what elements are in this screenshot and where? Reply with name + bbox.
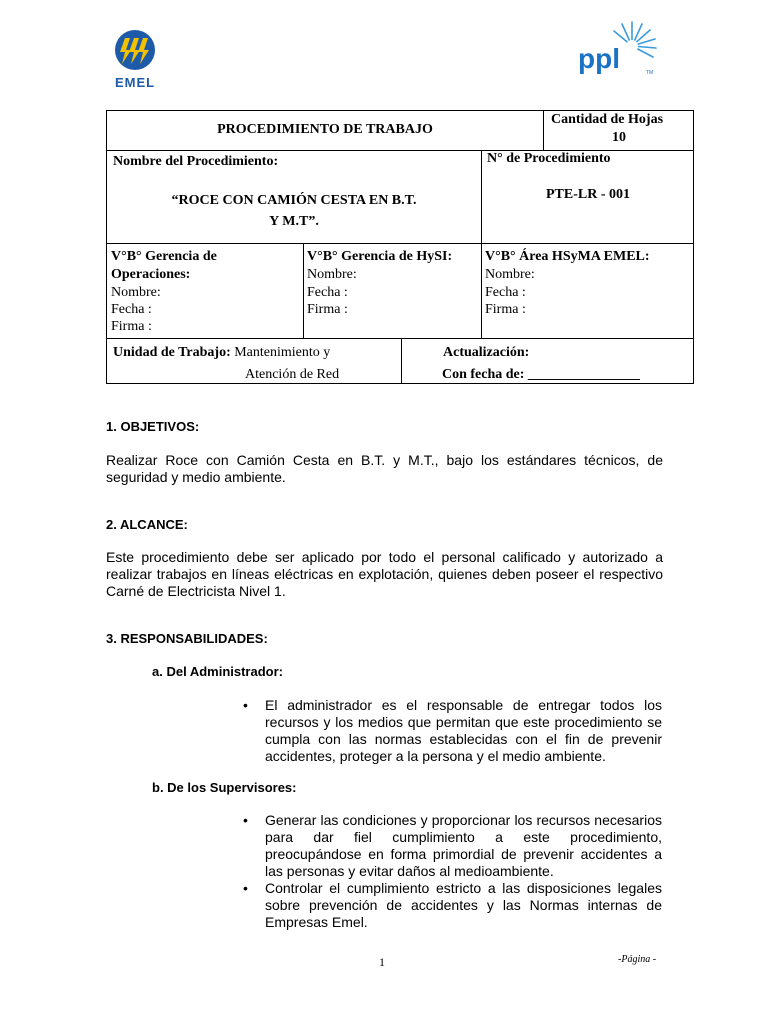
update-date-label: Con fecha de: ________________ <box>442 367 640 382</box>
update-label: Actualización: <box>443 345 530 360</box>
work-unit <box>113 344 330 362</box>
ppl-logo <box>576 16 660 82</box>
bullet-dot: • <box>243 697 248 713</box>
ppl-tm: TM <box>646 70 654 76</box>
section-objetivos-title: 1. OBJETIVOS: <box>106 419 200 434</box>
vb-operations-fecha: Fecha : <box>111 302 152 317</box>
procedure-title: PROCEDIMIENTO DE TRABAJO <box>217 122 433 137</box>
section-objetivos-text: Realizar Roce con Camión Cesta en B.T. y M.T., bajo los estándares técnicos, de seguridad y medio ambiente. <box>106 452 663 485</box>
subsection-administrador-title: a. Del Administrador: <box>152 664 283 679</box>
section-responsabilidades-title: 3. RESPONSABILIDADES: <box>106 631 268 646</box>
vb-hysi-fecha: Fecha : <box>307 285 348 300</box>
procedure-name-label: Nombre del Procedimiento: <box>113 154 279 169</box>
vb-hsyma-firma: Firma : <box>485 302 526 317</box>
vb-hsyma-nombre: Nombre: <box>485 267 535 282</box>
section-alcance-text: Este procedimiento debe ser aplicado por todo el personal calificado y autorizado a realizar trabajos en líneas eléctricas en explotación, quienes deben poseer el respectivo Carné de Electricista Nivel 1. <box>106 549 663 599</box>
emel-logo <box>106 28 166 92</box>
procedure-name-line2: Y M.T”. <box>269 214 319 229</box>
sheets-label: Cantidad de Hojas <box>551 112 664 127</box>
vb-hysi-title: V°B° Gerencia de HySI: <box>307 249 453 264</box>
supervisores-bullet-2: Controlar el cumplimiento estricto a las disposiciones legales sobre prevención de accidentes y las Normas internas de Empresas Emel. <box>265 880 662 930</box>
procedure-number-value: PTE-LR - 001 <box>546 187 630 202</box>
work-unit-label: Unidad de Trabajo: <box>113 345 231 360</box>
work-unit-value-2: Atención de Red <box>245 367 340 382</box>
vb-hysi-nombre: Nombre: <box>307 267 357 282</box>
procedure-number-label: N° de Procedimiento <box>487 151 611 166</box>
sheets-value: 10 <box>612 130 626 145</box>
supervisores-bullet-1: Generar las condiciones y proporcionar los recursos necesarios para dar fiel cumplimiento a este procedimiento, preocupándose en forma primordial de prevenir accidentes a las personas y evitar daños al medioambiente. <box>265 812 662 879</box>
vb-hsyma-fecha: Fecha : <box>485 285 526 300</box>
vb-hsyma-title: V°B° Área HSyMA EMEL: <box>485 249 650 264</box>
vb-operations-title-1: V°B° Gerencia de <box>111 249 217 264</box>
page-label: -Página - <box>618 954 657 965</box>
vb-operations-firma: Firma : <box>111 319 152 334</box>
section-alcance-title: 2. ALCANCE: <box>106 517 188 532</box>
ppl-logo-text: ppl <box>578 43 620 74</box>
vb-operations-title-2: Operaciones: <box>111 267 191 282</box>
procedure-header-table <box>106 110 694 384</box>
emel-logo-text: EMEL <box>114 75 156 90</box>
vb-operations-nombre: Nombre: <box>111 285 161 300</box>
procedure-name-line1: “ROCE CON CAMIÓN CESTA EN B.T. <box>171 193 417 208</box>
bullet-dot: • <box>243 880 248 896</box>
subsection-supervisores-title: b. De los Supervisores: <box>152 780 297 795</box>
bullet-dot: • <box>243 812 248 828</box>
work-unit-value-1: Mantenimiento y <box>230 345 331 360</box>
administrador-bullet-1: El administrador es el responsable de entregar todos los recursos y los medios que permitan que este procedimiento se cumpla con las normas establecidas con el fin de prevenir accidentes, proteger a la persona y el medio ambiente. <box>265 697 662 764</box>
page-number: 1 <box>379 955 385 969</box>
vb-hysi-firma: Firma : <box>307 302 348 317</box>
